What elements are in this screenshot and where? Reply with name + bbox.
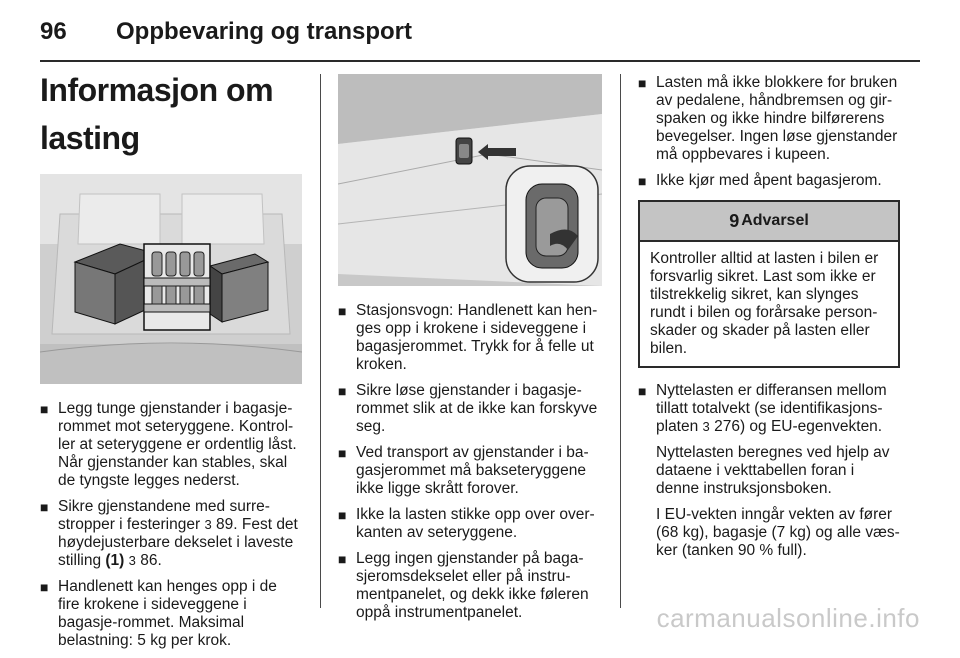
header-divider	[40, 60, 920, 62]
list-item: ■ Ikke la lasten stikke opp over over-kanten av seteryggene.	[338, 506, 595, 541]
column-divider-2	[620, 74, 621, 608]
bullet-list-col1	[40, 400, 302, 650]
luggage-illustration	[40, 174, 302, 384]
bullet-marker: ■	[338, 507, 347, 523]
warning-header	[640, 202, 898, 242]
list-item: ■ Nyttelasten er differansen mellom tillatt totalvekt (se identifikasjons-platen 3 276) og EU-egenvekten.	[638, 382, 887, 435]
page-header	[40, 14, 920, 54]
list-item: ■ Ikke kjør med åpent bagasjerom.	[638, 172, 882, 189]
list-item: ■ Lasten må ikke blokkere for bruken av pedalene, håndbremsen og gir-spaken og ikke hindre bilførerens bevegelser. Ingen løse gjenstander må oppbevares i kupeen.	[638, 74, 898, 163]
list-item: ■ Sikre løse gjenstander i bagasje-rommet slik at de ikke kan forskyve seg.	[338, 382, 598, 435]
warning-text: Kontroller alltid at lasten i bilen er forsvarlig sikret. Last som ikke er tilstrekkelig sikret, kan slynges rundt i bilen og forårsake person-skader og skader på lasten eller bilen.	[650, 250, 879, 357]
bullet-marker: ■	[638, 383, 647, 399]
page-number: 96	[40, 18, 67, 45]
bullet-list-col2	[338, 302, 602, 622]
page-reference-icon: 3	[128, 553, 136, 568]
bullet-marker: ■	[40, 401, 49, 417]
bullet-marker: ■	[638, 75, 647, 91]
watermark: carmanualsonline.info	[656, 603, 920, 633]
bullet-marker: ■	[40, 499, 49, 515]
bullet-marker: ■	[338, 445, 347, 461]
warning-box	[638, 200, 900, 368]
list-item: ■ Ved transport av gjenstander i ba-gasjerommet må bakseteryggene ikke ligge skrått forover.	[338, 444, 589, 497]
section-title: Informasjon om lasting	[40, 72, 274, 156]
column-2	[338, 74, 602, 630]
bullet-marker: ■	[40, 579, 49, 595]
column-1	[40, 66, 302, 658]
payload-paragraph: Nyttelasten beregnes ved hjelp av dataene i vekttabellen foran i denne instruksjonsboken.	[656, 444, 890, 497]
page-reference-icon: 3	[204, 517, 212, 532]
bullet-list-col3-top	[638, 74, 900, 190]
bullet-marker: ■	[638, 173, 647, 189]
bullet-marker: ■	[338, 551, 347, 567]
list-item: ■ Sikre gjenstandene med surre-stropper i festeringer 3 89. Fest det høydejusterbare dekselet i laveste stilling (1) 3 86.	[40, 498, 298, 569]
list-item: ■ Legg ingen gjenstander på baga-sjeromsdekselet eller på instru-mentpanelet, og dekk ikke føleren oppå instrumentpanelet.	[338, 550, 589, 621]
bullet-marker: ■	[338, 303, 347, 319]
eu-weight-paragraph: I EU-vekten inngår vekten av fører (68 kg), bagasje (7 kg) og alle væs-ker (tanken 90 % full).	[656, 506, 900, 559]
chapter-title: Oppbevaring og transport	[116, 18, 413, 45]
list-item: ■ Handlenett kan henges opp i de fire krokene i sideveggene i bagasje-rommet. Maksimal belastning: 5 kg per krok.	[40, 578, 277, 649]
hook-illustration	[338, 74, 602, 286]
list-item: ■ Legg tunge gjenstander i bagasje-rommet mot seteryggene. Kontrol-ler at seteryggene er ordentlig låst. Når gjenstander kan stables, skal de tyngste legges nederst.	[40, 400, 297, 489]
column-divider-1	[320, 74, 321, 608]
bullet-marker: ■	[338, 383, 347, 399]
warning-title: Advarsel	[741, 212, 809, 229]
list-item: ■ Stasjonsvogn: Handlenett kan hen-ges opp i krokene i sideveggene i bagasjerommet. Trykk for å felle ut kroken.	[338, 302, 598, 373]
bullet-list-col3-bottom	[638, 382, 900, 436]
page-reference-icon: 3	[702, 419, 710, 434]
warning-triangle-icon: 9	[729, 210, 740, 231]
column-3	[638, 74, 900, 568]
